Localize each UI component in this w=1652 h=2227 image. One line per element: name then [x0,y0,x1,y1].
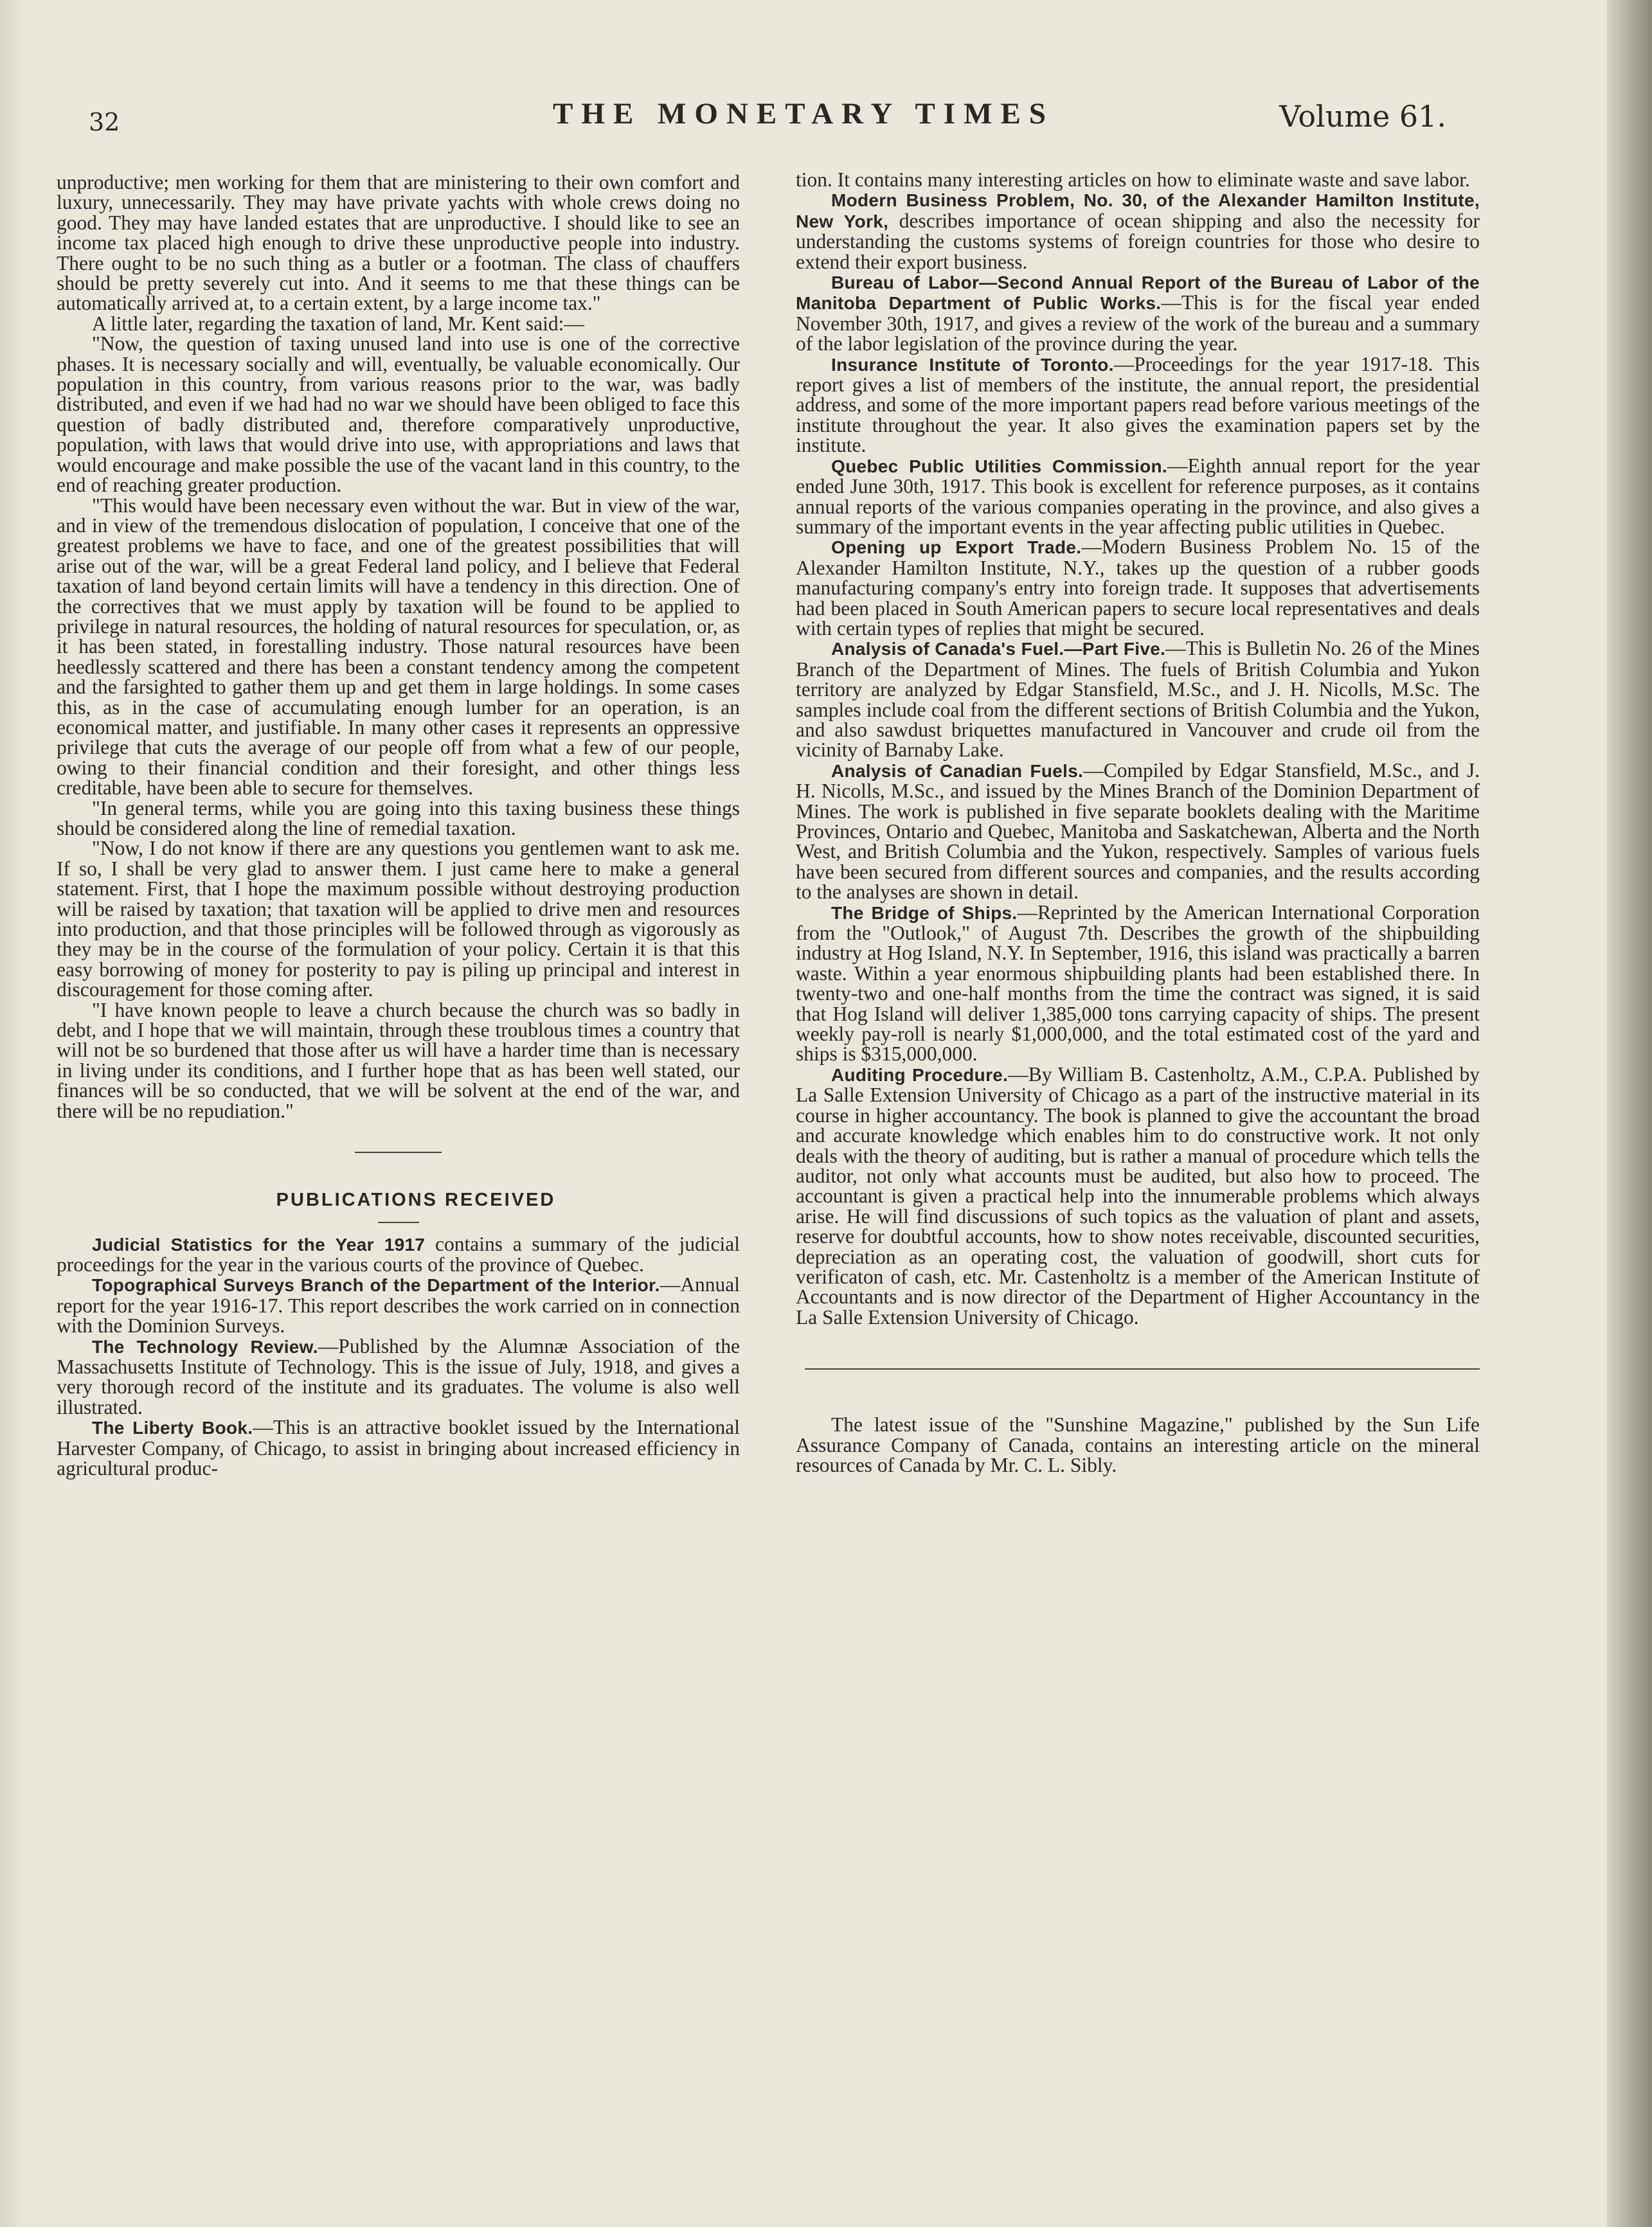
section-title: PUBLICATIONS RECEIVED [276,1190,556,1211]
publication-head: The Liberty Book. [92,1418,253,1438]
closing-note: The latest issue of the "Sunshine Magazine," published by the Sun Life Assurance Company of Canada, contains an interesting article on the mineral resources of Canada by Mr. C. L. Sibly. [796,1413,1480,1476]
page-edge [1607,0,1652,2227]
publication-entry [796,456,1480,537]
body-paragraph: "Now, I do not know if there are any questions you gentlemen want to ask me. If so, I shall be very glad to answer them. I just came here to make a general statement. First, that I hope the maximum possible without destroying production will be raised by taxation; that taxation will be applied to drive men and resources into production, and that those principles will be followed through as vigorously as they may be in the course of the formulation of your policy. Certain it is that this easy borrowing of money for posterity to pay is piling up principal and interest in discouragement for those coming after. [57,837,740,1001]
publication-text: —Published by the Alumnæ Association of the Massachusetts Institute of Technology. This is the issue of July, 1918, and gives a very thorough record of the institute and its graduates. The volume is also well illustrated. [57,1334,740,1418]
publication-text: —Modern Business Problem No. 15 of the Alexander Hamilton Institute, N.Y., takes up the question of a rubber goods manufacturing company's entry into foreign trade. It supposes that advertisements had been placed in South American papers to secure local representatives and deals with certain types of replies that might be secured. [796,535,1480,639]
right-column [796,170,1480,1475]
page-shadow [0,0,26,2227]
publication-text: —This is Bulletin No. 26 of the Mines Branch of the Department of Mines. The fuels of British Columbia and Yukon territory are analyzed by Edgar Stansfield, M.Sc., and J. H. Nicolls, M.Sc. The samples include coal from the different sections of British Columbia and the Yukon, and also sawdust briquettes manufactured in Vancouver and crude oil from the vicinity of Barnaby Lake. [796,637,1480,762]
publication-entry [796,760,1480,902]
publication-head: Insurance Institute of Toronto. [831,354,1114,375]
publication-text: —This is an attractive booklet issued by the International Harvester Company, of Chicago, to assist in bringing about increased efficiency in agricultural produc- [57,1416,740,1480]
publication-entry [796,190,1480,272]
publication-entry [796,272,1480,354]
body-paragraph: "In general terms, while you are going into this taxing business these things should be considered along the line of remedial taxation. [57,796,740,839]
publication-entry [57,1336,740,1418]
publication-head: Judicial Statistics for the Year 1917 [92,1234,426,1255]
publication-text: describes importance of ocean shipping and also the necessity for understanding the customs systems of foreign countries for those who desire to extend their export business. [796,209,1480,273]
publication-text: —Reprinted by the American International Corporation from the "Outlook," of August 7th. Describes the growth of the shipbuilding industry at Hog Island, N.Y. In September, 1916, this island was practically a barren waste. Within a year enormous shipbuilding plants had been established there. In twenty-two and one-half months from the time the contract was signed, it is said that Hog Island will deliver 1,385,000 tons carrying capacity of ships. The present weekly pay-roll is nearly $1,000,000, and the total estimated cost of the yard and ships is $315,000,000. [796,900,1480,1066]
publication-entry [796,537,1480,638]
publication-text: —Proceedings for the year 1917-18. This report gives a list of members of the institute, the annual report, the presidential address, and some of the more important papers read before various meetings of the institute throughout the year. It also gives the examination papers set by the institute. [796,352,1480,457]
publication-head: Opening up Export Trade. [831,537,1082,558]
publication-head: Modern Business Problem, No. 30, of the Alexander Hamilton Institute, New York, [796,190,1480,231]
continuation-paragraph: tion. It contains many interesting articles on how to eliminate waste and save labor. [796,168,1470,191]
publication-head: Quebec Public Utilities Commission. [831,456,1168,476]
publication-head: Bureau of Labor—Second Annual Report of the Bureau of Labor of the Manitoba Department of Public Works. [796,273,1480,314]
body-paragraph: "This would have been necessary even without the war. But in view of the war, and in view of the tremendous dislocation of population, I conceive that one of the greatest problems we have to face, and one of the greatest possibilities that will arise out of the war, will be a great Federal land policy, and I believe that Federal taxation of land beyond certain limits will have a tendency in this direction. One of the correctives that we must apply by taxation will be found to be applied to privilege in natural resources, the holding of natural resources for speculation, or, as it has been stated, in forestalling industry. Those natural resources have been heedlessly scattered and there has been a constant tendency among the competent and the farsighted to gather them up and get them in large holdings. In some cases this, as in the case of accumulating enough lumber for an operation, is an economical matter, and justifiable. In many other cases it represents an oppressive privilege that cuts the average of our people off from what a few of our people, owing to their financial condition and their foresight, and other things less creditable, have been able to secure for themselves. [57,494,740,800]
publication-entry [796,1064,1480,1327]
column-divider [805,1368,1480,1370]
journal-title: THE MONETARY TIMES [553,97,1054,130]
body-paragraph: "Now, the question of taxing unused land into use is one of the corrective phases. It is necessary socially and will, eventually, be valuable economically. Our population in this country, from various reasons prior to the war, was badly distributed, and even if we had had no war we should have been obliged to face this question of badly distributed and, therefore comparatively unproductive, population, with laws that would drive into use, with appropriations and laws that would encourage and make possible the use of the vacant land in this country, to the end of reaching greater production. [57,332,740,497]
publication-text: contains a summary of the judicial proceedings for the year in the various courts of the province of Quebec. [57,1232,740,1276]
running-header [0,96,1607,135]
publication-entry [57,1234,740,1275]
publication-text: —Eighth annual report for the year ended June 30th, 1917. This book is excellent for reference purposes, as it contains annual reports of the various companies operating in the province, and also gives a summary of the important events in the year affecting public utilities in Quebec. [796,454,1480,538]
publication-text: —Annual report for the year 1916-17. This report describes the work carried on in connection with the Dominion Surveys. [57,1273,740,1337]
publication-text: —This is for the fiscal year ended November 30th, 1917, and gives a review of the work of the bureau and a summary of the labor legislation of the province during the year. [796,291,1480,355]
publication-head: Topographical Surveys Branch of the Department of the Interior. [92,1275,660,1296]
publication-head: Auditing Procedure. [831,1064,1009,1085]
body-paragraph: "I have known people to leave a church because the church was so badly in debt, and I hope that we will maintain, through these troublous times a country that will not be so burdened that those after us will have a harder time than is necessary in living under its conditions, and I further hope that as has been well stated, our finances will be so conducted, that we will be solvent at the end of the war, and there will be no repudiation." [57,998,740,1122]
short-divider [378,1222,419,1223]
page-number: 32 [89,108,120,136]
publication-entry [57,1417,740,1478]
section-divider [355,1152,442,1153]
publication-text: —By William B. Castenholtz, A.M., C.P.A. Published by La Salle Extension University of Chicago as a part of the instructive material in its course in higher accountancy. The book is planned to give the accountant the broad and accurate knowledge which enables him to do constructive work. It not only deals with the theory of auditing, but is rather a manual of procedure which tells the auditor, not only what accounts must be audited, but also how to proceed. The accountant is given a practical help into the innumerable problems which always arise. He will find discussions of such topics as the valuation of plant and assets, reserve for doubtful accounts, how to show notes receivable, discounted securities, depreciation as an operating cost, the valuation of goodwill, short cuts for verificaton of cash, etc. Mr. Castenholtz is a member of the American Institute of Accountants and is now director of the Department of Higher Accountancy in the La Salle Extension University of Chicago. [796,1062,1480,1328]
publication-head: Analysis of Canada's Fuel.—Part Five. [831,639,1166,659]
publication-entry [796,902,1480,1064]
publication-head: Analysis of Canadian Fuels. [831,760,1084,781]
volume-label: Volume 61. [1279,99,1446,134]
publication-text: —Compiled by Edgar Stansfield, M.Sc., and J. H. Nicolls, M.Sc., and issued by the Mines Branch of the Dominion Department of Mines. The work is published in five separate booklets dealing with the Maritime Provinces, Ontario and Quebec, Manitoba and Saskatchewan, Alberta and the North West, and British Columbia and the Yukon, respectively. Samples of various fuels have been secured from different sources and companies, and the results according to the analyses are shown in detail. [796,758,1480,904]
publication-entry [57,1274,740,1336]
publication-head: The Bridge of Ships. [831,902,1018,923]
body-paragraph: A little later, regarding the taxation of land, Mr. Kent said:— [92,312,584,335]
publication-entry [796,638,1480,760]
publication-entry [796,354,1480,456]
left-column [57,172,740,1478]
publication-head: The Technology Review. [92,1336,318,1357]
body-paragraph: unproductive; men working for them that are ministering to their own comfort and luxury, unnecessarily. They may have private yachts with whole crews doing no good. They may have landed estates that are unproductive. I should like to see an income tax placed high enough to drive these unproductive people into industry. There ought to be no such thing as a butler or a footman. The class of chauffers should be pretty severely cut into. And it seems to me that these things can be automatically arrived at, to a certain extent, by a large income tax." [57,171,740,315]
